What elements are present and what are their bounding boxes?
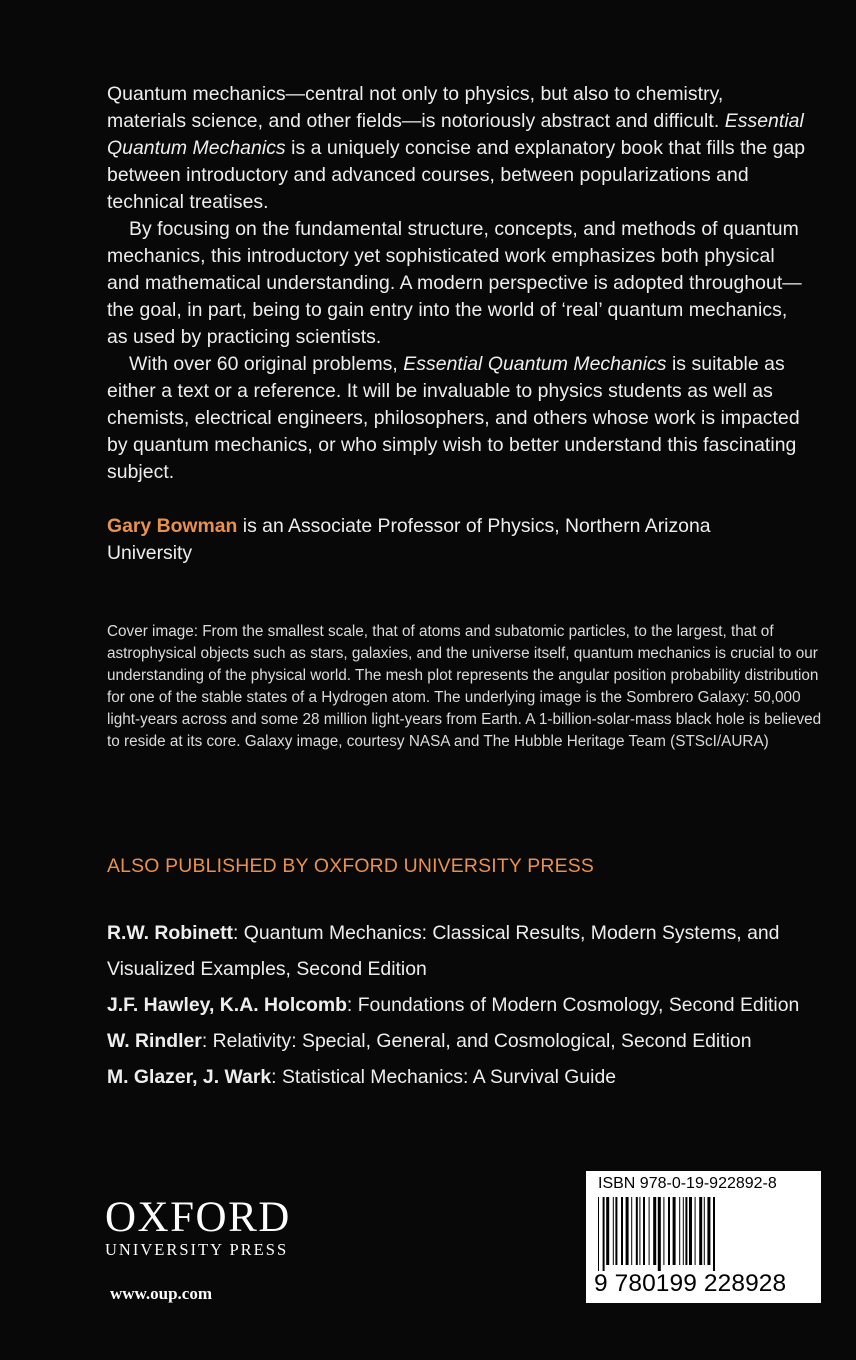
- publisher-name: OXFORD: [105, 1194, 291, 1241]
- also-published-author: M. Glazer, J. Wark: [107, 1066, 272, 1088]
- barcode-bar: [643, 1197, 645, 1265]
- barcode-bar: [615, 1197, 617, 1265]
- also-published-title: : Statistical Mechanics: A Survival Guide: [271, 1066, 617, 1088]
- also-published-author: W. Rindler: [107, 1030, 202, 1052]
- blurb-p1-text-b: is a uniquely concise and explanatory book that fills the gap between introductory and advanced courses, between popularizations and technical treatises.: [107, 137, 806, 213]
- author-bio: [107, 513, 747, 567]
- barcode-bar: [639, 1197, 640, 1265]
- barcode-bar: [707, 1197, 710, 1265]
- also-published-item: [107, 915, 847, 987]
- barcode-bar: [704, 1197, 705, 1265]
- barcode-bar: [699, 1197, 702, 1265]
- blurb-paragraph-1: [107, 81, 807, 216]
- barcode-bar: [685, 1197, 687, 1265]
- barcode-bar: [713, 1197, 715, 1271]
- blurb-p3-text-a: With over 60 original problems,: [129, 353, 404, 375]
- barcode-bar: [626, 1197, 629, 1265]
- blurb-p3-text-b: is suitable as either a text or a reference. It will be invaluable to physics students as well as chemists, electrical engineers, philosophers, and others whose work is impacted by quantum mechanics, or who simply wish to better understand this fascinating subject.: [107, 353, 800, 483]
- barcode-bar: [636, 1197, 638, 1265]
- also-published-title: : Quantum Mechanics: Classical Results, Modern Systems, and Visualized Examples, Second Edition: [107, 922, 780, 980]
- barcode-bar: [621, 1197, 623, 1265]
- also-published-title: : Relativity: Special, General, and Cosmological, Second Edition: [201, 1030, 752, 1052]
- also-published-author: J.F. Hawley, K.A. Holcomb: [107, 994, 347, 1016]
- barcode-bar: [603, 1197, 605, 1271]
- author-bio-text: is an Associate Professor of Physics, Northern Arizona University: [107, 515, 711, 564]
- barcode-bar: [663, 1197, 664, 1265]
- book-title-italic: Essential Quantum Mechanics: [403, 353, 667, 375]
- barcode-bar: [679, 1197, 680, 1265]
- also-published-item: [107, 1023, 847, 1059]
- publisher-subtitle: UNIVERSITY PRESS: [105, 1240, 289, 1259]
- barcode-digits: 9 780199 228928: [594, 1270, 787, 1297]
- author-name: Gary Bowman: [107, 515, 238, 537]
- barcode-bar: [606, 1197, 609, 1265]
- barcode-bar: [598, 1197, 599, 1271]
- publisher-website: www.oup.com: [110, 1284, 213, 1303]
- cover-image-note: Cover image: From the smallest scale, that of atoms and subatomic particles, to the largest, that of astrophysical objects such as stars, galaxies, and the universe itself, quantum mechanics is crucial to our understanding of the physical world. The mesh plot represents the angular position probability distribution for one of the stable states of a Hydrogen atom. The underlying image is the Sombrero Galaxy: 50,000 light-years across and some 28 million light-years from Earth. A 1-billion-solar-mass black hole is believed to reside at its core. Galaxy image, courtesy NASA and The Hubble Heritage Team (STScI/AURA): [107, 623, 822, 750]
- isbn-label: ISBN 978-0-19-922892-8: [598, 1175, 777, 1192]
- barcode-bar: [668, 1197, 670, 1265]
- barcode-bar: [649, 1197, 650, 1265]
- barcode-bar: [613, 1197, 614, 1265]
- also-published-author: R.W. Robinett: [107, 922, 234, 944]
- barcode-bar: [689, 1197, 692, 1265]
- barcode-bar: [658, 1197, 661, 1271]
- isbn-barcode: [586, 1171, 821, 1303]
- also-published-title: : Foundations of Modern Cosmology, Second Edition: [346, 994, 800, 1016]
- description-blurb: [107, 81, 807, 486]
- barcode-bars: [596, 1197, 810, 1271]
- blurb-p1-text-a: Quantum mechanics—central not only to physics, but also to chemistry, materials science, and other fields—is notoriously abstract and difficult.: [107, 83, 725, 132]
- also-published-list: [107, 915, 847, 1095]
- blurb-paragraph-3: [107, 351, 807, 486]
- barcode-bar: [695, 1197, 696, 1265]
- book-title-italic: Essential Quantum Mechanics: [107, 110, 804, 159]
- publisher-logo: [105, 1196, 291, 1260]
- barcode-bar: [673, 1197, 676, 1265]
- blurb-paragraph-2: By focusing on the fundamental structure, concepts, and methods of quantum mechanics, this introductory yet sophisticated work emphasizes both physical and mathematical understanding. A modern perspective is adopted throughout—the goal, in part, being to gain entry into the world of ‘real’ quantum mechanics, as used by practicing scientists.: [107, 218, 802, 348]
- barcode-bar: [631, 1197, 632, 1265]
- also-published-item: [107, 987, 847, 1023]
- also-published-heading: ALSO PUBLISHED BY OXFORD UNIVERSITY PRESS: [107, 855, 595, 877]
- barcode-bar: [653, 1197, 656, 1265]
- barcode-bar: [683, 1197, 684, 1265]
- also-published-item: [107, 1059, 847, 1095]
